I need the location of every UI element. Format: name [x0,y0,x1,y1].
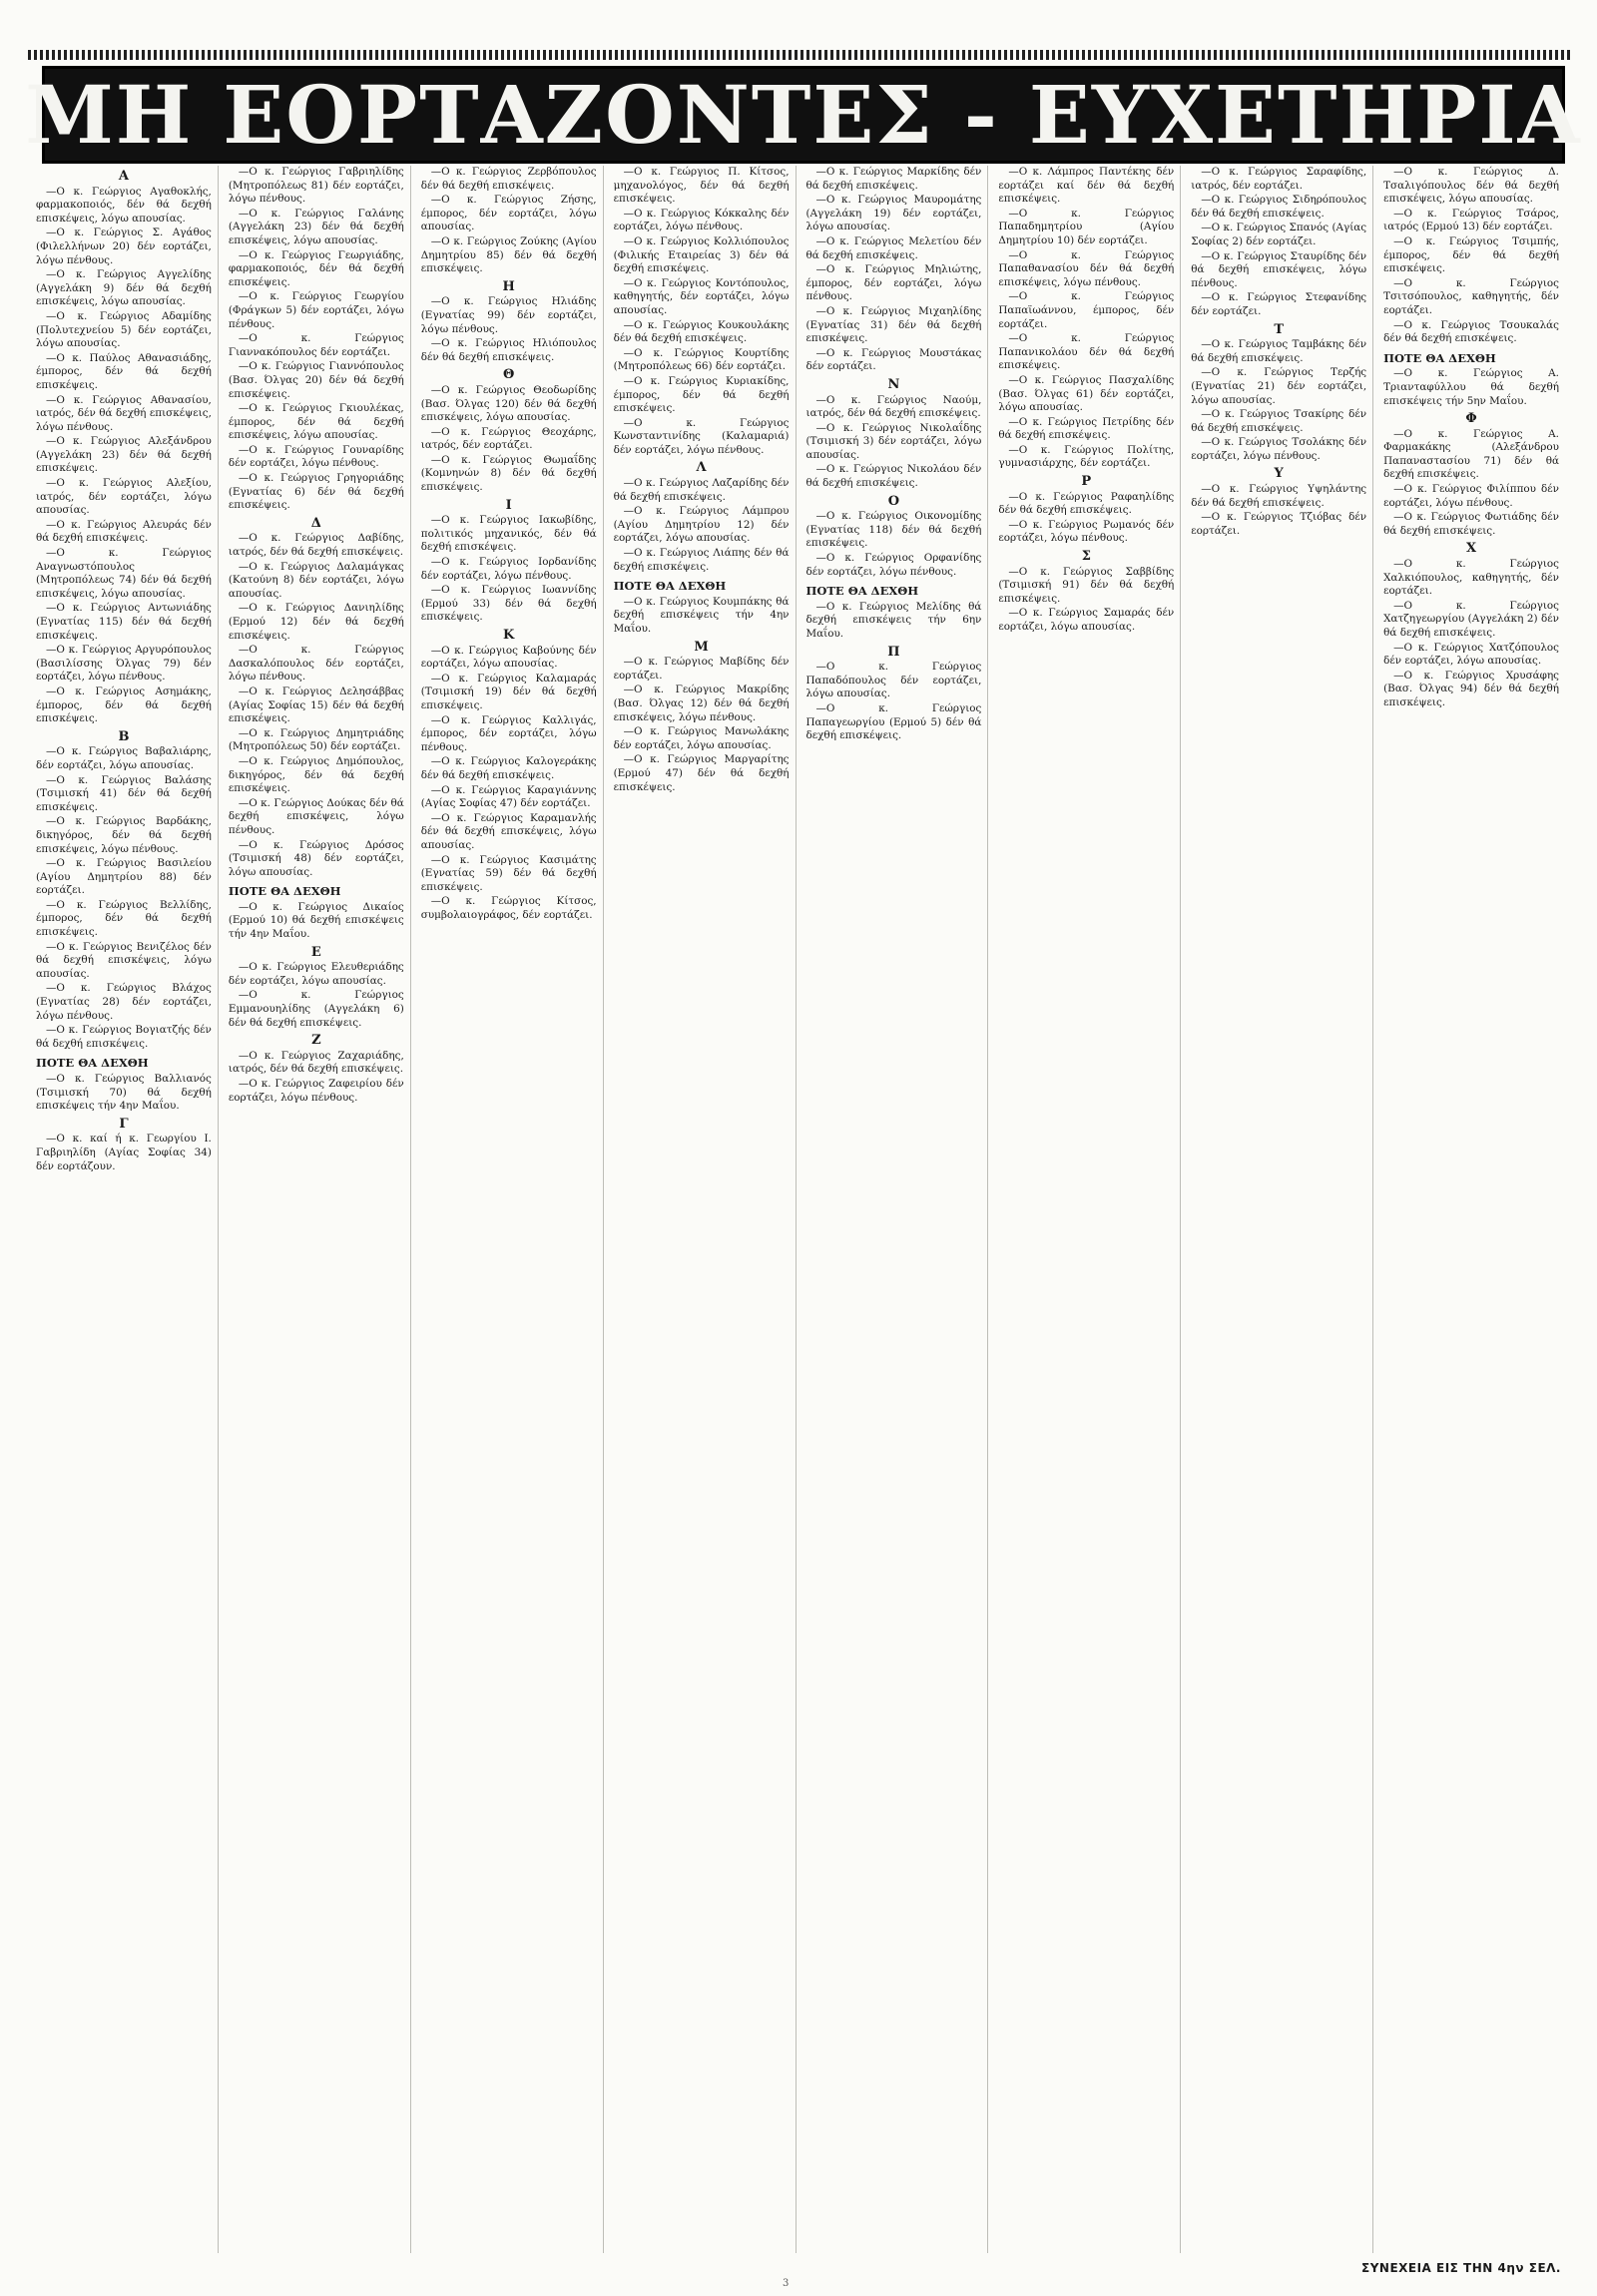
notice-entry: —Ο κ. Γεώργιος Ραφαηλίδης δέν θά δεχθή επισκέψεις. [998,490,1175,517]
text-column [36,166,219,2253]
notice-entry: —Ο κ. Γεώργιος Δανιηλίδης (Ερμού 12) δέν θά δεχθή επισκέψεις. [228,602,404,642]
notice-entry: —Ο κ. Γεώργιος Παπαδόπουλος δέν εορτάζει, λόγω απουσίας. [805,661,982,700]
notice-entry: —Ο κ. Γεώργιος Παπαθανασίου δέν θά δεχθή επισκέψεις, λόγω πένθους. [998,248,1175,288]
notice-entry: —Ο κ. Γεώργιος Αναγνωστόπουλος (Μητροπόλεως 74) δέν θά δεχθή επισκέψεις, λόγω απουσίας. [36,547,212,600]
notice-entry: —Ο κ. Γεώργιος Καλλιγάς, έμπορος, δέν εορτάζει, λόγω πένθους. [420,713,597,753]
notice-entry: —Ο κ. Γεώργιος Μουστάκας δέν εορτάζει. [805,346,982,373]
notice-entry: —Ο κ. Γεώργιος Ιωαννίδης (Ερμού 33) δέν θά δεχθή επισκέψεις. [420,584,597,624]
text-column [229,166,411,2253]
notice-entry: —Ο κ. Γεώργιος Κοντόπουλος, καθηγητής, δέν εορτάζει, λόγω απουσίας. [613,276,790,316]
notice-entry: —Ο κ. Γεώργιος Δημόπουλος, δικηγόρος, δέν θά δεχθή επισκέψεις. [228,754,404,795]
notice-entry: —Ο κ. Γεώργιος Σαββίδης (Τσιμισκή 91) δέν θά δεχθή επισκέψεις. [998,565,1175,605]
notice-entry: —Ο κ. Γεώργιος Τσιτσόπουλος, καθηγητής, δέν εορτάζει. [1383,276,1559,316]
notice-entry: —Ο κ. Γεώργιος Καραγιάννης (Αγίας Σοφίας 47) δέν εορτάζει. [420,783,597,810]
notice-entry: —Ο κ. Γεώργιος Λάμπρου (Αγίου Δημητρίου 12) δέν εορτάζει, λόγω απουσίας. [613,505,790,545]
notice-entry: —Ο κ. Γεώργιος Χατζηγεωργίου (Αγγελάκη 2) δέν θά δεχθή επισκέψεις. [1383,599,1559,639]
section-heading: ΠΟΤΕ ΘΑ ΔΕΧΘΗ [805,584,919,599]
text-column [614,166,797,2253]
notice-entry: —Ο κ. Γεώργιος Καλογεράκης δέν θά δεχθή επισκέψεις. [420,755,597,781]
notice-entry: —Ο κ. Γεώργιος Μαβίδης δέν εορτάζει. [613,656,790,682]
notice-entry: —Ο κ. Γεώργιος Δρόσος (Τσιμισκή 48) δέν εορτάζει, λόγω απουσίας. [228,838,404,878]
letter-heading: Η [502,278,515,294]
notice-entry: —Ο κ. Γεώργιος Ορφανίδης δέν εορτάζει, λόγω πένθους. [805,552,982,578]
letter-heading: Φ [1465,411,1477,427]
notice-entry: —Ο κ. Γεώργιος Σταυρίδης δέν θά δεχθή επισκέψεις, λόγω πένθους. [1191,249,1367,289]
section-heading: ΠΟΤΕ ΘΑ ΔΕΧΘΗ [228,884,341,899]
notice-entry: —Ο κ. Γεώργιος Κουμπάκης θά δεχθή επισκέψεις τήν 4ην Μαΐου. [613,595,790,635]
notice-entry: —Ο κ. Γεώργιος Αλευράς δέν θά δεχθή επισκέψεις. [36,518,212,545]
letter-heading: Θ [503,367,515,383]
notice-entry: —Ο κ. Γεώργιος Βαλάσης (Τσιμισκή 41) δέν θά δεχθή επισκέψεις. [36,773,212,813]
notice-entry: —Ο κ. Γεώργιος Κωνσταντινίδης (Καλαμαριά) δέν εορτάζει, λόγω πένθους. [613,416,790,456]
notice-entry: —Ο κ. Γεώργιος Ηλιόπουλος δέν θά δεχθή επισκέψεις. [420,337,597,363]
notice-entry: —Ο κ. Γεώργιος Πετρίδης δέν θά δεχθή επισκέψεις. [998,415,1175,442]
notice-entry: —Ο κ. Γεώργιος Γιαννακόπουλος δέν εορτάζει. [228,332,404,358]
notice-entry: —Ο κ. Γεώργιος Αντωνιάδης (Εγνατίας 115) δέν θά δεχθή επισκέψεις. [36,602,212,642]
notice-entry: —Ο κ. Γεώργιος Ηλιάδης (Εγνατίας 99) δέν εορτάζει, λόγω πένθους. [420,295,597,335]
letter-heading: Π [887,644,900,660]
notice-entry: —Ο κ. Γεώργιος Αλεξίου, ιατρός, δέν εορτάζει, λόγω απουσίας. [36,477,212,517]
notice-entry: —Ο κ. Γεώργιος Ιορδανίδης δέν εορτάζει, λόγω πένθους. [420,556,597,582]
notice-entry: —Ο κ. καί ή κ. Γεωργίου Ι. Γαβριηλίδη (Αγίας Σοφίας 34) δέν εορτάζουν. [36,1133,212,1172]
notice-entry: —Ο κ. Γεώργιος Γρηγοριάδης (Εγνατίας 6) δέν θά δεχθή επισκέψεις. [228,472,404,512]
notice-entry: —Ο κ. Γεώργιος Δελησάββας (Αγίας Σοφίας 15) δέν θά δεχθή επισκέψεις. [228,685,404,725]
notice-entry: —Ο κ. Γεώργιος Γιαννόπουλος (Βασ. Όλγας 20) δέν θά δεχθή επισκέψεις. [228,360,404,400]
notice-entry: —Ο κ. Γεώργιος Βελλίδης, έμπορος, δέν θά δεχθή επισκέψεις. [36,898,212,939]
section-heading: ΠΟΤΕ ΘΑ ΔΕΧΘΗ [613,579,727,594]
notice-entry: —Ο κ. Λάμπρος Παντέκης δέν εορτάζει καί δέν θά δεχθή επισκέψεις. [998,166,1175,206]
letter-heading: Χ [1466,541,1477,557]
text-column [421,166,604,2253]
letter-heading: Ζ [311,1033,321,1049]
top-decorative-rule [28,50,1573,60]
page-number: 3 [783,2278,790,2289]
notice-entry: —Ο κ. Γεώργιος Ιακωβίδης, πολιτικός μηχανικός, δέν θά δεχθή επισκέψεις. [420,514,597,554]
notice-entry: —Ο κ. Γεώργιος Λιάπης δέν θά δεχθή επισκέψεις. [613,547,790,573]
notice-entry: —Ο κ. Γεώργιος Ελευθεριάδης δέν εορτάζει, λόγω απουσίας. [228,961,404,987]
notice-entry: —Ο κ. Γεώργιος Ρωμανός δέν εορτάζει, λόγω πένθους. [998,518,1175,545]
notice-entry: —Ο κ. Γεώργιος Γκιουλέκας, έμπορος, δέν θά δεχθή επισκέψεις, λόγω απουσίας. [228,402,404,442]
notice-entry: —Ο κ. Γεώργιος Κυριακίδης, έμπορος, δέν θά δεχθή επισκέψεις. [613,374,790,415]
notice-entry: —Ο κ. Γεώργιος Κασιμάτης (Εγνατίας 59) δέν θά δεχθή επισκέψεις. [420,853,597,893]
notice-entry: —Ο κ. Γεώργιος Κολλιόπουλος (Φιλικής Εταιρείας 3) δέν θά δεχθή επισκέψεις. [613,234,790,275]
notice-entry: —Ο κ. Γεώργιος Τσάρος, ιατρός (Ερμού 13) δέν εορτάζει. [1383,207,1559,233]
notice-entry: —Ο κ. Γεώργιος Αγγελίδης (Αγγελάκη 9) δέν θά δεχθή επισκέψεις, λόγω απουσίας. [36,268,212,308]
notice-entry: —Ο κ. Γεώργιος Μακρίδης (Βασ. Όλγας 12) δέν θά δεχθή επισκέψεις, λόγω πένθους. [613,684,790,723]
notice-entry: —Ο κ. Γεώργιος Χρυσάφης (Βασ. Όλγας 94) δέν θά δεχθή επισκέψεις. [1383,669,1559,708]
notice-entry: —Ο κ. Γεώργιος Γεωργίου (Φράγκων 5) δέν εορτάζει, λόγω πένθους. [228,290,404,330]
notice-entry: —Ο κ. Γεώργιος Ταμβάκης δέν θά δεχθή επισκέψεις. [1191,338,1367,364]
text-column [806,166,989,2253]
section-heading: ΠΟΤΕ ΘΑ ΔΕΧΘΗ [36,1056,149,1071]
notice-entry: —Ο κ. Γεώργιος Κουκουλάκης δέν θά δεχθή επισκέψεις. [613,318,790,345]
notice-entry: —Ο κ. Γεώργιος Σ. Αγάθος (Φιλελλήνων 20) δέν εορτάζει, λόγω πένθους. [36,227,212,266]
notice-entry: —Ο κ. Γεώργιος Πασχαλίδης (Βασ. Όλγας 61) δέν εορτάζει, λόγω απουσίας. [998,373,1175,414]
notice-entry: —Ο κ. Γεώργιος Π. Κίτσος, μηχανολόγος, δέν θά δεχθή επισκέψεις. [613,166,790,206]
letter-heading: Γ [119,1116,129,1132]
notice-entry: —Ο κ. Γεώργιος Ναούμ, ιατρός, δέν θά δεχθή επισκέψεις. [805,393,982,420]
letter-heading: Α [118,169,129,184]
notice-entry: —Ο κ. Γεώργιος Εμμανουηλίδης (Αγγελάκη 6) δέν θά δεχθή επισκέψεις. [228,989,404,1029]
notice-entry: —Ο κ. Γεώργιος Στεφανίδης δέν εορτάζει. [1191,291,1367,317]
notice-entry: —Ο κ. Γεώργιος Δαβίδης, ιατρός, δέν θά δεχθή επισκέψεις. [228,532,404,559]
notice-entry: —Ο κ. Γεώργιος Νικολάου δέν θά δεχθή επισκέψεις. [805,463,982,490]
notice-entry: —Ο κ. Γεώργιος Θεοδωρίδης (Βασ. Όλγας 120) δέν θά δεχθή επισκέψεις, λόγω απουσίας. [420,383,597,424]
notice-entry: —Ο κ. Γεώργιος Βασιλείου (Αγίου Δημητρίου 88) δέν εορτάζει. [36,857,212,897]
notice-entry: —Ο κ. Γεώργιος Δικαίος (Ερμού 10) θά δεχθή επισκέψεις τήν 4ην Μαΐου. [228,900,404,941]
notice-entry: —Ο κ. Γεώργιος Λαζαρίδης δέν θά δεχθή επισκέψεις. [613,477,790,503]
letter-heading: Δ [310,515,321,531]
notice-entry: —Ο κ. Γεώργιος Βενιζέλος δέν θά δεχθή επισκέψεις, λόγω απουσίας. [36,940,212,980]
page-title: ΜΗ ΕΟΡΤΑΖΟΝΤΕΣ - ΕΥΧΕΤΗΡΙΑ [25,68,1582,162]
notice-entry: —Ο κ. Γεώργιος Παπαϊωάννου, έμπορος, δέν εορτάζει. [998,290,1175,330]
letter-heading: Λ [696,460,707,476]
notice-entry: —Ο κ. Γεώργιος Βογιατζής δέν θά δεχθή επισκέψεις. [36,1024,212,1050]
notice-entry: —Ο κ. Γεώργιος Γουναρίδης δέν εορτάζει, λόγω πένθους. [228,443,404,470]
notice-entry: —Ο κ. Γεώργιος Παπανικολάου δέν θά δεχθή επισκέψεις. [998,332,1175,372]
notice-entry: —Ο κ. Γεώργιος Παπαγεωργίου (Ερμού 5) δέν θά δεχθή επισκέψεις. [805,701,982,742]
notice-entry: —Ο κ. Γεώργιος Μηλιώτης, έμπορος, δέν εορτάζει, λόγω πένθους. [805,263,982,303]
notice-entry: —Ο κ. Γεώργιος Χαλκιόπουλος, καθηγητής, δέν εορτάζει. [1383,558,1559,598]
notice-entry: —Ο κ. Γεώργιος Δασκαλόπουλος δέν εορτάζει, λόγω πένθους. [228,644,404,684]
text-column [998,166,1181,2253]
notice-entry: —Ο κ. Γεώργιος Τσιμπής, έμπορος, δέν θά δεχθή επισκέψεις. [1383,234,1559,275]
notice-entry: —Ο κ. Γεώργιος Γεωργιάδης, φαρμακοποιός, δέν θά δεχθή επισκέψεις. [228,248,404,288]
notice-entry: —Ο κ. Γεώργιος Α. Τριανταφύλλου θά δεχθή επισκέψεις τήν 5ην Μαΐου. [1383,367,1559,407]
notice-entry: —Ο κ. Γεώργιος Τσακίρης δέν θά δεχθή επισκέψεις. [1191,408,1367,434]
notice-entry: —Ο κ. Γεώργιος Μανωλάκης δέν εορτάζει, λόγω απουσίας. [613,725,790,751]
notice-entry: —Ο κ. Γεώργιος Μελίδης θά δεχθή επισκέψεις τήν 6ην Μαΐου. [805,600,982,640]
notice-entry: —Ο κ. Γεώργιος Σιδηρόπουλος δέν θά δεχθή επισκέψεις. [1191,194,1367,220]
notice-entry: —Ο κ. Γεώργιος Καλαμαράς (Τσιμισκή 19) δέν θά δεχθή επισκέψεις. [420,672,597,711]
notice-entry: —Ο κ. Γεώργιος Τερζής (Εγνατίας 21) δέν εορτάζει, λόγω απουσίας. [1191,366,1367,406]
notice-entry: —Ο κ. Γεώργιος Γαβριηλίδης (Μητροπόλεως 81) δέν εορτάζει, λόγω πένθους. [228,166,404,206]
notice-entry: —Ο κ. Γεώργιος Τσολάκης δέν εορτάζει, λόγω πένθους. [1191,436,1367,462]
notice-entry: —Ο κ. Γεώργιος Βλάχος (Εγνατίας 28) δέν εορτάζει, λόγω πένθους. [36,982,212,1022]
notice-entry: —Ο κ. Γεώργιος Δαλαμάγκας (Κατούνη 8) δέν εορτάζει, λόγω απουσίας. [228,560,404,600]
notice-entry: —Ο κ. Γεώργιος Ζαχαριάδης, ιατρός, δέν θά δεχθή επισκέψεις. [228,1049,404,1076]
letter-heading: Β [118,728,130,744]
notice-entry: —Ο κ. Γεώργιος Κόκκαλης δέν εορτάζει, λόγω πένθους. [613,207,790,233]
notice-entry: —Ο κ. Γεώργιος Υψηλάντης δέν θά δεχθή επισκέψεις. [1191,483,1367,509]
letter-heading: Υ [1274,466,1284,482]
notice-entry: —Ο κ. Γεώργιος Χατζόπουλος δέν εορτάζει, λόγω απουσίας. [1383,641,1559,668]
notice-entry: —Ο κ. Γεώργιος Α. Φαρμακάκης (Αλεξάνδρου Παπαναστασίου 71) δέν θά δεχθή επισκέψεις. [1383,427,1559,481]
notice-entry: —Ο κ. Γεώργιος Μαργαρίτης (Ερμού 47) δέν θά δεχθή επισκέψεις. [613,753,790,793]
notice-entry: —Ο κ. Γεώργιος Δούκας δέν θά δεχθή επισκέψεις, λόγω πένθους. [228,796,404,836]
notice-entry: —Ο κ. Γεώργιος Αργυρόπουλος (Βασιλίσσης Όλγας 79) δέν εορτάζει, λόγω πένθους. [36,644,212,684]
notice-entry: —Ο κ. Γεώργιος Κουρτίδης (Μητροπόλεως 66) δέν εορτάζει. [613,346,790,373]
notice-entry: —Ο κ. Γεώργιος Καραμανλής δέν θά δεχθή επισκέψεις, λόγω απουσίας. [420,811,597,851]
notice-entry: —Ο κ. Γεώργιος Φιλίππου δέν εορτάζει, λόγω πένθους. [1383,483,1559,509]
section-heading: ΠΟΤΕ ΘΑ ΔΕΧΘΗ [1383,350,1496,365]
notice-entry: —Ο κ. Γεώργιος Νικολαΐδης (Τσιμισκή 3) δέν εορτάζει, λόγω απουσίας. [805,421,982,461]
notice-entry: —Ο κ. Γεώργιος Μαρκίδης δέν θά δεχθή επισκέψεις. [805,166,982,192]
notice-entry: —Ο κ. Γεώργιος Καβούνης δέν εορτάζει, λόγω απουσίας. [420,644,597,671]
notice-entry: —Ο κ. Γεώργιος Δημητριάδης (Μητροπόλεως 50) δέν εορτάζει. [228,726,404,753]
notice-entry: —Ο κ. Γεώργιος Γαλάνης (Αγγελάκη 23) δέν θά δεχθή επισκέψεις, λόγω απουσίας. [228,207,404,246]
notice-entry: —Ο κ. Γεώργιος Αδαμίδης (Πολυτεχνείου 5) δέν εορτάζει, λόγω απουσίας. [36,309,212,350]
notice-entry: —Ο κ. Γεώργιος Ζερβόπουλος δέν θά δεχθή επισκέψεις. [420,166,597,192]
notice-entry: —Ο κ. Γεώργιος Αθανασίου, ιατρός, δέν θά δεχθή επισκέψεις, λόγω πένθους. [36,393,212,433]
letter-heading: Ν [887,376,900,392]
notice-entry: —Ο κ. Γεώργιος Ασημάκης, έμπορος, δέν θά δεχθή επισκέψεις. [36,685,212,725]
notice-entry: —Ο κ. Γεώργιος Πολίτης, γυμνασιάρχης, δέν εορτάζει. [998,443,1175,470]
letter-heading: Σ [1081,549,1091,565]
letter-heading: Ο [887,493,900,509]
letter-heading: Κ [503,628,515,643]
notice-entry: —Ο κ. Γεώργιος Βαλλιανός (Τσιμισκή 70) θά δεχθή επισκέψεις τήν 4ην Μαΐου. [36,1073,212,1113]
letter-heading: Μ [694,639,709,655]
notice-entry: —Ο κ. Γεώργιος Τζιόβας δέν εορτάζει. [1191,511,1367,537]
letter-heading: Ρ [1081,474,1092,490]
letter-heading: Τ [1274,321,1285,337]
letter-heading: Ι [505,497,512,513]
notice-entry: —Ο κ. Γεώργιος Μαυρομάτης (Αγγελάκη 19) δέν εορτάζει, λόγω απουσίας. [805,194,982,233]
notice-entry: —Ο κ. Γεώργιος Κίτσος, συμβολαιογράφος, δέν εορτάζει. [420,895,597,921]
notice-entry: —Ο κ. Γεώργιος Αγαθοκλής, φαρμακοποιός, δέν θά δεχθή επισκέψεις, λόγω απουσίας. [36,185,212,225]
notice-entry: —Ο κ. Γεώργιος Τσουκαλάς δέν θά δεχθή επισκέψεις. [1383,318,1559,345]
notice-entry: —Ο κ. Γεώργιος Φωτιάδης δέν θά δεχθή επισκέψεις. [1383,511,1559,537]
notice-entry: —Ο κ. Γεώργιος Ζαφειρίου δέν εορτάζει, λόγω πένθους. [228,1078,404,1104]
section-banner [25,66,1582,164]
notice-entry: —Ο κ. Γεώργιος Βαβαλιάρης, δέν εορτάζει, λόγω απουσίας. [36,745,212,771]
notice-entry: —Ο κ. Γεώργιος Σαραφίδης, ιατρός, δέν εορτάζει. [1191,166,1367,192]
notice-entry: —Ο κ. Γεώργιος Θωμαΐδης (Κομνηνών 8) δέν θά δεχθή επισκέψεις. [420,453,597,494]
notice-entry: —Ο κ. Παύλος Αθανασιάδης, έμπορος, δέν θά δεχθή επισκέψεις. [36,351,212,391]
notice-entry: —Ο κ. Γεώργιος Μελετίου δέν θά δεχθή επισκέψεις. [805,234,982,261]
notice-entry: —Ο κ. Γεώργιος Οικονομίδης (Εγνατίας 118) δέν θά δεχθή επισκέψεις. [805,510,982,550]
notice-entry: —Ο κ. Γεώργιος Θεοχάρης, ιατρός, δέν εορτάζει. [420,425,597,452]
notice-entry: —Ο κ. Γεώργιος Βαρδάκης, δικηγόρος, δέν θά δεχθή επισκέψεις, λόγω πένθους. [36,815,212,855]
letter-heading: Ε [310,944,321,960]
notice-entry: —Ο κ. Γεώργιος Ζούκης (Αγίου Δημητρίου 85) δέν θά δεχθή επισκέψεις. [420,234,597,275]
notice-entry: —Ο κ. Γεώργιος Μιχαηλίδης (Εγνατίας 31) δέν θά δεχθή επισκέψεις. [805,304,982,345]
text-column [1383,166,1565,2253]
notice-entry: —Ο κ. Γεώργιος Ζήσης, έμπορος, δέν εορτάζει, λόγω απουσίας. [420,194,597,233]
notice-entry: —Ο κ. Γεώργιος Σπανός (Αγίας Σοφίας 2) δέν εορτάζει. [1191,222,1367,247]
text-columns [36,166,1565,2253]
notice-entry: —Ο κ. Γεώργιος Αλεξάνδρου (Αγγελάκη 23) δέν θά δεχθή επισκέψεις. [36,435,212,475]
notice-entry: —Ο κ. Γεώργιος Δ. Τσαλιγόπουλος δέν θά δεχθή επισκέψεις, λόγω απουσίας. [1383,166,1559,206]
text-column [1191,166,1373,2253]
notice-entry: —Ο κ. Γεώργιος Παπαδημητρίου (Αγίου Δημητρίου 10) δέν εορτάζει. [998,207,1175,246]
continuation-note: ΣΥΝΕΧΕΙΑ ΕΙΣ ΤΗΝ 4ην ΣΕΛ. [1361,2261,1561,2275]
notice-entry: —Ο κ. Γεώργιος Σαμαράς δέν εορτάζει, λόγω απουσίας. [998,607,1175,633]
